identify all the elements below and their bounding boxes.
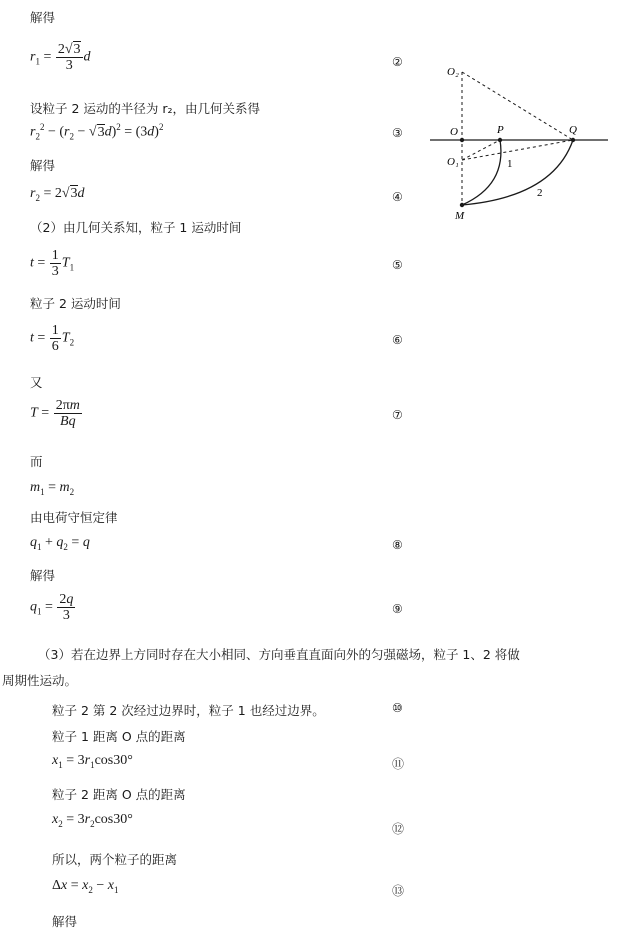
text-second-crossing: 粒子 2 第 2 次经过边界时，粒子 1 也经过边界。 <box>52 703 325 718</box>
equation-x1: $x_1 = 3r_1\cos 30^\circ$ <box>52 753 133 770</box>
trajectory-diagram <box>425 55 615 230</box>
text-also: 又 <box>30 375 43 390</box>
label-o2: O₂ <box>447 66 459 78</box>
label-arc-2: 2 <box>537 187 543 199</box>
label-m: M <box>455 210 465 222</box>
marker-2: ② <box>392 55 403 69</box>
o1-q-dashed-line <box>462 140 573 160</box>
cos30-label-1: cos30° <box>94 753 133 768</box>
point-o <box>460 138 464 142</box>
marker-10: ⑩ <box>392 701 403 715</box>
marker-9: ⑨ <box>392 602 403 616</box>
text-let-r2: 设粒子 2 运动的半径为 r₂，由几何关系得 <box>30 101 261 116</box>
text-solve-1: 解得 <box>30 10 56 25</box>
point-p <box>498 138 502 142</box>
point-q <box>571 138 575 142</box>
text-particle2-time: 粒子 2 运动时间 <box>30 296 121 311</box>
equation-t2: t = $\frac{1}{6}$ $T_2$ <box>30 323 75 354</box>
text-solve-3: 解得 <box>30 568 56 583</box>
equation-t1: t = $\frac{1}{3}$ $T_1$ <box>30 248 75 279</box>
marker-4: ④ <box>392 190 403 204</box>
label-o: O <box>450 126 458 138</box>
cos30-label-2: cos30° <box>94 812 133 827</box>
marker-5: ⑤ <box>392 258 403 272</box>
marker-6: ⑥ <box>392 333 403 347</box>
equation-delta-x: $\Delta x = x_2 - x_1$ <box>52 878 119 895</box>
label-q: Q <box>569 124 577 136</box>
marker-8: ⑧ <box>392 538 403 552</box>
point-m <box>460 203 464 207</box>
text-and: 而 <box>30 454 43 469</box>
text-solve-2: 解得 <box>30 158 56 173</box>
marker-11: ⑪ <box>392 757 405 771</box>
text-charge-conservation: 由电荷守恒定律 <box>30 510 118 525</box>
trajectory-arc-1 <box>462 140 501 205</box>
equation-q1: $q_1$ = $\frac{2q}{3}$ <box>30 592 74 623</box>
text-part-2: （2）由几何关系知，粒子 1 运动时间 <box>30 220 242 235</box>
text-solve-4: 解得 <box>52 914 78 929</box>
label-arc-1: 1 <box>507 158 513 170</box>
marker-7: ⑦ <box>392 408 403 422</box>
marker-12: ⑫ <box>392 822 405 836</box>
text-part-3-cont: 周期性运动。 <box>2 673 78 688</box>
label-o1: O₁ <box>447 156 459 168</box>
o2-q-dashed-line <box>462 72 573 140</box>
marker-3: ③ <box>392 126 403 140</box>
marker-13: ⑬ <box>392 884 405 898</box>
equation-x2: $x_2 = 3r_2\cos 30^\circ$ <box>52 812 133 829</box>
equation-r1: $r_1$ = $\frac{2√3}{3}$ d <box>30 42 91 73</box>
text-particle1-distance: 粒子 1 距离 O 点的距离 <box>52 729 186 744</box>
equation-period: T = $\frac{2\pi m}{Bq}$ <box>30 398 80 429</box>
label-p: P <box>497 124 504 136</box>
equation-geometry: $r_2^2 - (r_2 - √3d)^2 = (3d)^2$ <box>30 122 164 142</box>
text-particle-distance: 所以，两个粒子的距离 <box>52 852 178 867</box>
equation-r2: $r_2 = 2√3d$ <box>30 186 85 203</box>
text-part-3: （3）若在边界上方同时存在大小相同、方向垂直直面向外的匀强磁场，粒子 1、2 将做 <box>38 647 520 662</box>
equation-mass: $m_1 = m_2$ <box>30 480 75 497</box>
equation-charge: $q_1 + q_2 = q$ <box>30 535 90 552</box>
text-particle2-distance: 粒子 2 距离 O 点的距离 <box>52 787 186 802</box>
